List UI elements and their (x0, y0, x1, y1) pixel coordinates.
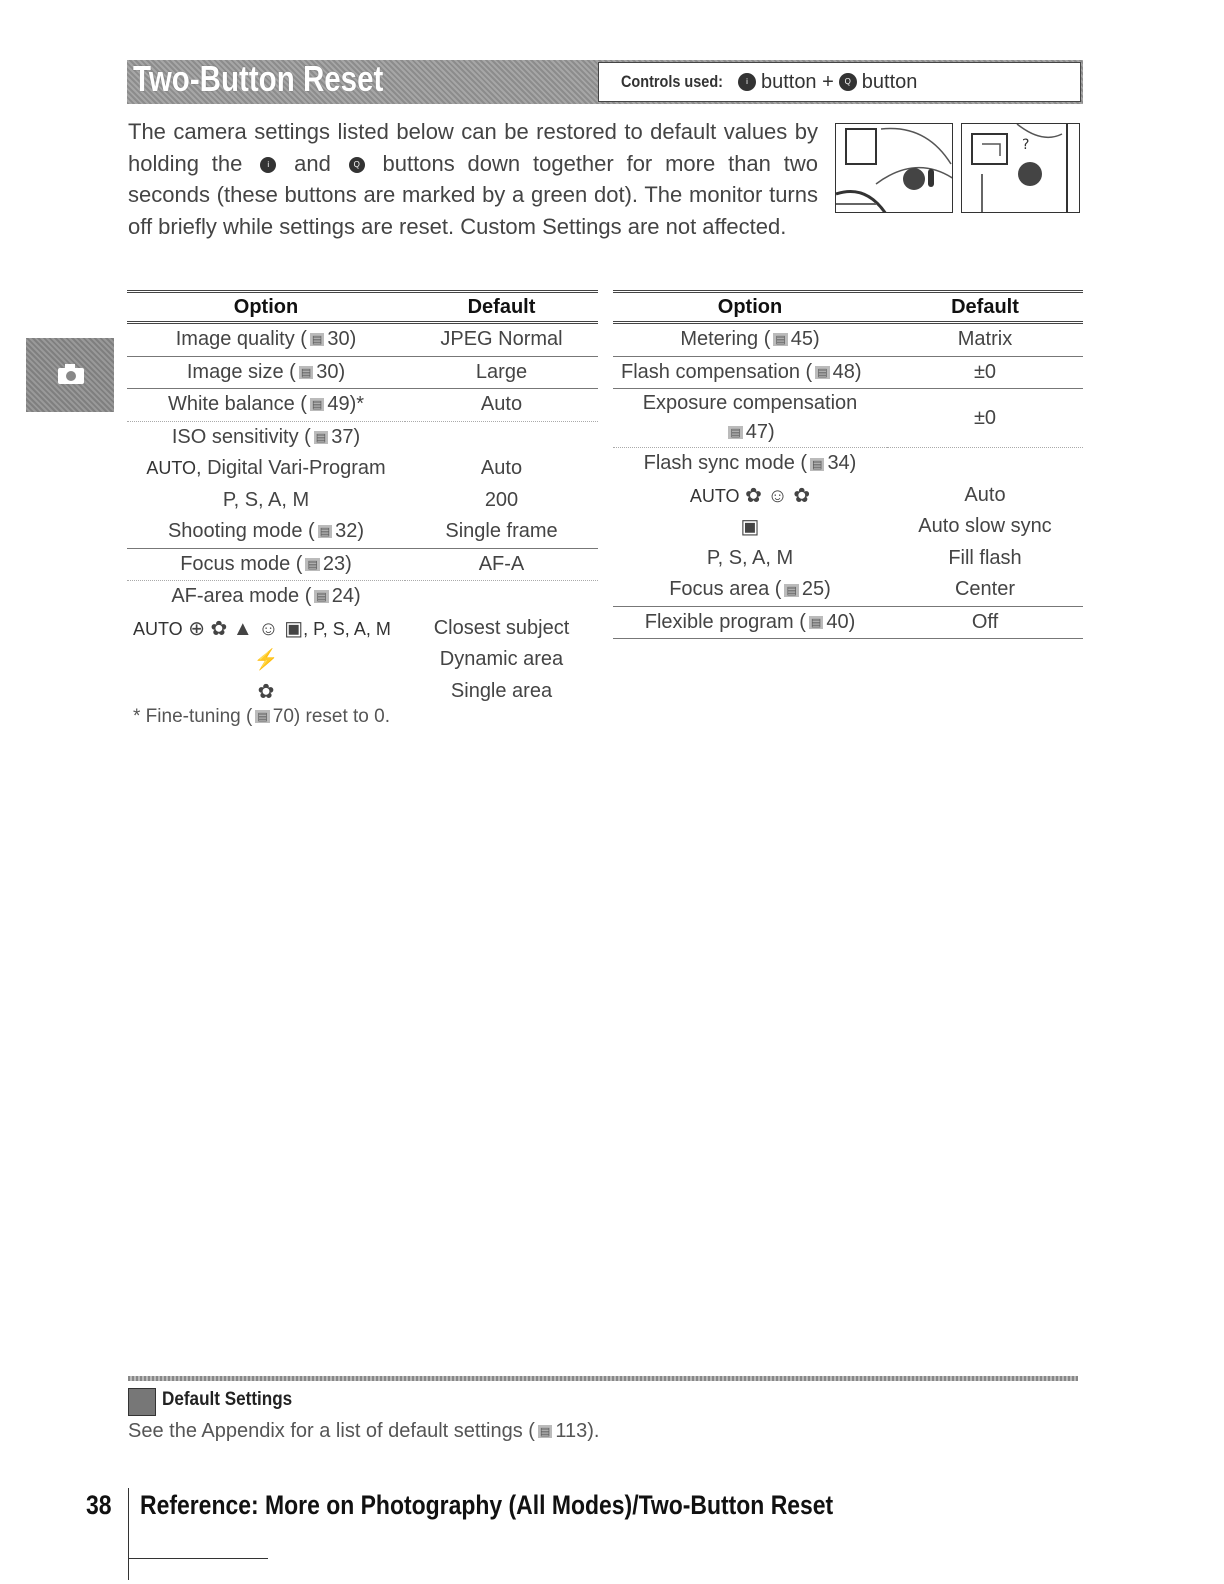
camera-back-illustration-left (835, 123, 953, 213)
info-button-icon: i (260, 157, 276, 173)
footnote: * Fine-tuning ( ▤ 70) reset to 0. (133, 706, 390, 727)
auto-mode-icon: AUTO (146, 458, 196, 479)
book-icon: ▤ (775, 333, 786, 347)
book-icon: ▤ (307, 557, 318, 571)
zoom-button-icon: Q (839, 73, 857, 91)
book-icon: ▤ (539, 1425, 551, 1439)
camera-back-illustration-right (961, 123, 1080, 213)
page-number: 38 (86, 1490, 112, 1520)
book-icon: ▤ (319, 525, 331, 539)
note-title: Default Settings (162, 1389, 293, 1410)
table-row: Image size ( ▤ 30) Large (127, 356, 598, 389)
col-header-default: Default (951, 295, 1019, 318)
book-icon: ▤ (730, 426, 741, 440)
table-row: AF-area mode ( ▤ 24) (171, 585, 361, 608)
controls-used-box (598, 62, 1081, 102)
col-header-option: Option (233, 295, 299, 318)
note-body: See the Appendix for a list of default settings ( ▤ 113). (128, 1420, 600, 1442)
zoom-button-icon: Q (349, 157, 365, 173)
auto-mode-icon: AUTO (133, 618, 183, 639)
close-up-mode-icon: ✿ (257, 680, 275, 703)
table-row: AUTO ✿ ☺ ✿ Auto (689, 483, 1006, 507)
table-row: ISO sensitivity ( ▤ 37) (171, 425, 361, 448)
controls-button1-text: button + (760, 70, 834, 93)
table-row: Flash sync mode ( ▤ 34) (643, 452, 857, 475)
footer-underline (128, 1558, 268, 1559)
table-row: P, S, A, M Fill flash (706, 546, 1022, 569)
table-row: Shooting mode ( ▤ 32) Single frame (127, 516, 598, 548)
table-row: AUTO ⊕ ✿ ▲ ☺ ▣, P, S, A, M Closest subject (133, 616, 570, 640)
table-row: Focus mode ( ▤ 23) AF-A (127, 548, 598, 581)
sports-mode-icon: ⚡ (253, 649, 279, 672)
info-button-icon: i (738, 73, 756, 91)
intro-paragraph (128, 116, 818, 242)
table-row: ▣ Auto slow sync (613, 511, 1083, 543)
footer-title: Reference: More on Photography (All Modes)/Two-Button Reset (140, 1490, 834, 1520)
book-icon: ▤ (300, 365, 312, 379)
note-magnifier-icon (128, 1388, 156, 1416)
table-row: Exposure compensation ▤ 47) ±0 (613, 389, 1083, 448)
book-icon: ▤ (812, 457, 823, 471)
camera-icon (57, 363, 85, 385)
intro-part1: The camera settings listed below can be restored to default values by holding the (128, 119, 818, 176)
svg-text:?: ? (1022, 137, 1030, 153)
book-icon: ▤ (810, 616, 822, 630)
table-row: ⚡ Dynamic area (127, 644, 598, 676)
table-row: P, S, A, M 200 (222, 488, 519, 511)
controls-button2-text: button (861, 70, 918, 93)
table-row: Flexible program ( ▤ 40) Off (613, 606, 1083, 639)
col-header-default: Default (467, 295, 536, 318)
auto-mode-icon: AUTO (689, 485, 740, 506)
page-title: Two-Button Reset (133, 58, 384, 99)
book-icon: ▤ (316, 590, 327, 604)
book-icon: ▤ (315, 430, 327, 444)
reset-table-left (127, 290, 598, 707)
note-divider (128, 1376, 1078, 1381)
table-row: Focus area ( ▤ 25) Center (613, 574, 1083, 606)
table-row: ✿ Single area (127, 676, 598, 708)
table-row: White balance ( ▤ 49)* Auto (127, 389, 598, 422)
book-icon: ▤ (786, 583, 797, 597)
intro-part2: and (294, 150, 331, 176)
footer-divider (128, 1488, 129, 1580)
table-row: Metering ( ▤ 45) Matrix (613, 323, 1083, 357)
table-row: AUTO, Digital Vari-Program Auto (146, 457, 523, 480)
book-icon: ▤ (311, 398, 323, 412)
reset-table-right (613, 290, 1083, 639)
table-row: Flash compensation ( ▤ 48) ±0 (613, 356, 1083, 389)
book-icon: ▤ (311, 333, 323, 347)
intro-part3: buttons down together for more than two seconds (these buttons are marked by a green dot). The monitor turns off briefly while settings are reset. Custom Settings are not affected. (128, 150, 818, 239)
book-icon: ▤ (817, 365, 828, 379)
col-header-option: Option (717, 295, 783, 318)
table-row: Image quality ( ▤ 30) JPEG Normal (127, 323, 598, 357)
controls-label: Controls used: (621, 72, 723, 91)
night-portrait-mode-icon: ▣ (740, 516, 760, 539)
book-icon: ▤ (257, 710, 268, 724)
